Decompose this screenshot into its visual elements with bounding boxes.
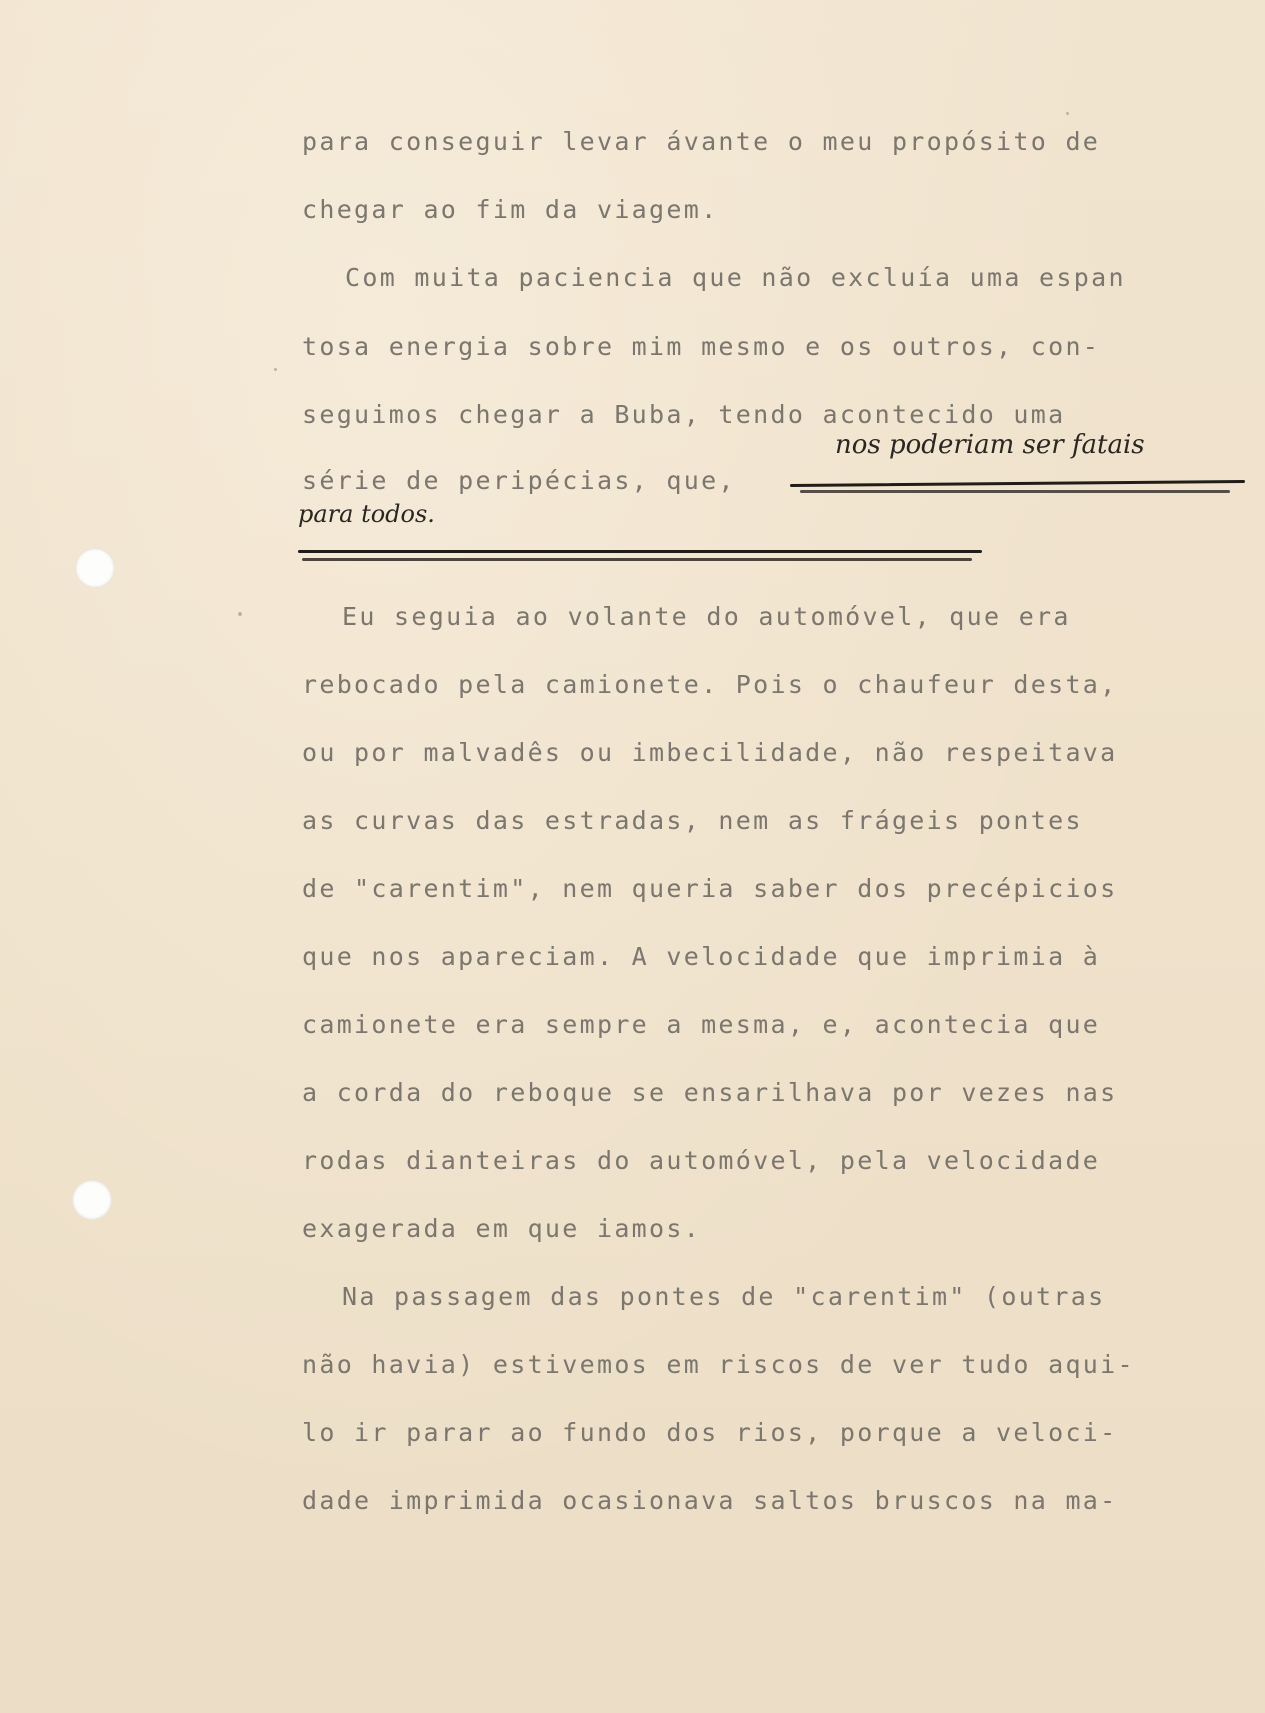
- typed-line: a corda do reboque se ensarilhava por vezes nas: [302, 1078, 1118, 1107]
- handwritten-insertion-below: para todos.: [298, 500, 435, 528]
- typed-line: ou por malvadês ou imbecilidade, não respeitava: [302, 738, 1118, 767]
- punch-hole-bottom: [72, 1180, 112, 1220]
- paper-speck: [238, 612, 242, 616]
- struck-text-line-1: [790, 468, 1245, 502]
- typed-line: rebocado pela camionete. Pois o chaufeur desta,: [302, 670, 1118, 699]
- typed-line: exagerada em que iamos.: [302, 1214, 702, 1243]
- typed-line: de "carentim", nem queria saber dos precépicios: [302, 874, 1118, 903]
- typed-line: série de peripécias, que,: [302, 466, 736, 495]
- struck-text-line-2: [298, 538, 982, 572]
- typed-line: lo ir parar ao fundo dos rios, porque a veloci-: [302, 1418, 1118, 1447]
- punch-hole-top: [75, 548, 115, 588]
- typed-line: que nos apareciam. A velocidade que imprimia à: [302, 942, 1101, 971]
- typed-line: dade imprimida ocasionava saltos bruscos na ma-: [302, 1486, 1118, 1515]
- typed-line: chegar ao fim da viagem.: [302, 195, 719, 224]
- paper-speck: [274, 368, 277, 371]
- handwritten-insertion-above: nos poderiam ser fatais: [835, 430, 1145, 460]
- paper-speck: [1066, 112, 1069, 115]
- typed-line: rodas dianteiras do automóvel, pela velocidade: [302, 1146, 1101, 1175]
- typed-line: não havia) estivemos em riscos de ver tudo aqui-: [302, 1350, 1135, 1379]
- typed-line: Eu seguia ao volante do automóvel, que era: [342, 602, 1071, 631]
- typed-line: tosa energia sobre mim mesmo e os outros, con-: [302, 332, 1101, 361]
- typed-line: Com muita paciencia que não excluía uma espan: [345, 263, 1126, 292]
- typed-line: as curvas das estradas, nem as frágeis pontes: [302, 806, 1083, 835]
- typed-line: Na passagem das pontes de "carentim" (outras: [342, 1282, 1106, 1311]
- typed-line: camionete era sempre a mesma, e, acontecia que: [302, 1010, 1101, 1039]
- typed-line: seguimos chegar a Buba, tendo acontecido uma: [302, 400, 1066, 429]
- typed-line: para conseguir levar ávante o meu propósito de: [302, 127, 1101, 156]
